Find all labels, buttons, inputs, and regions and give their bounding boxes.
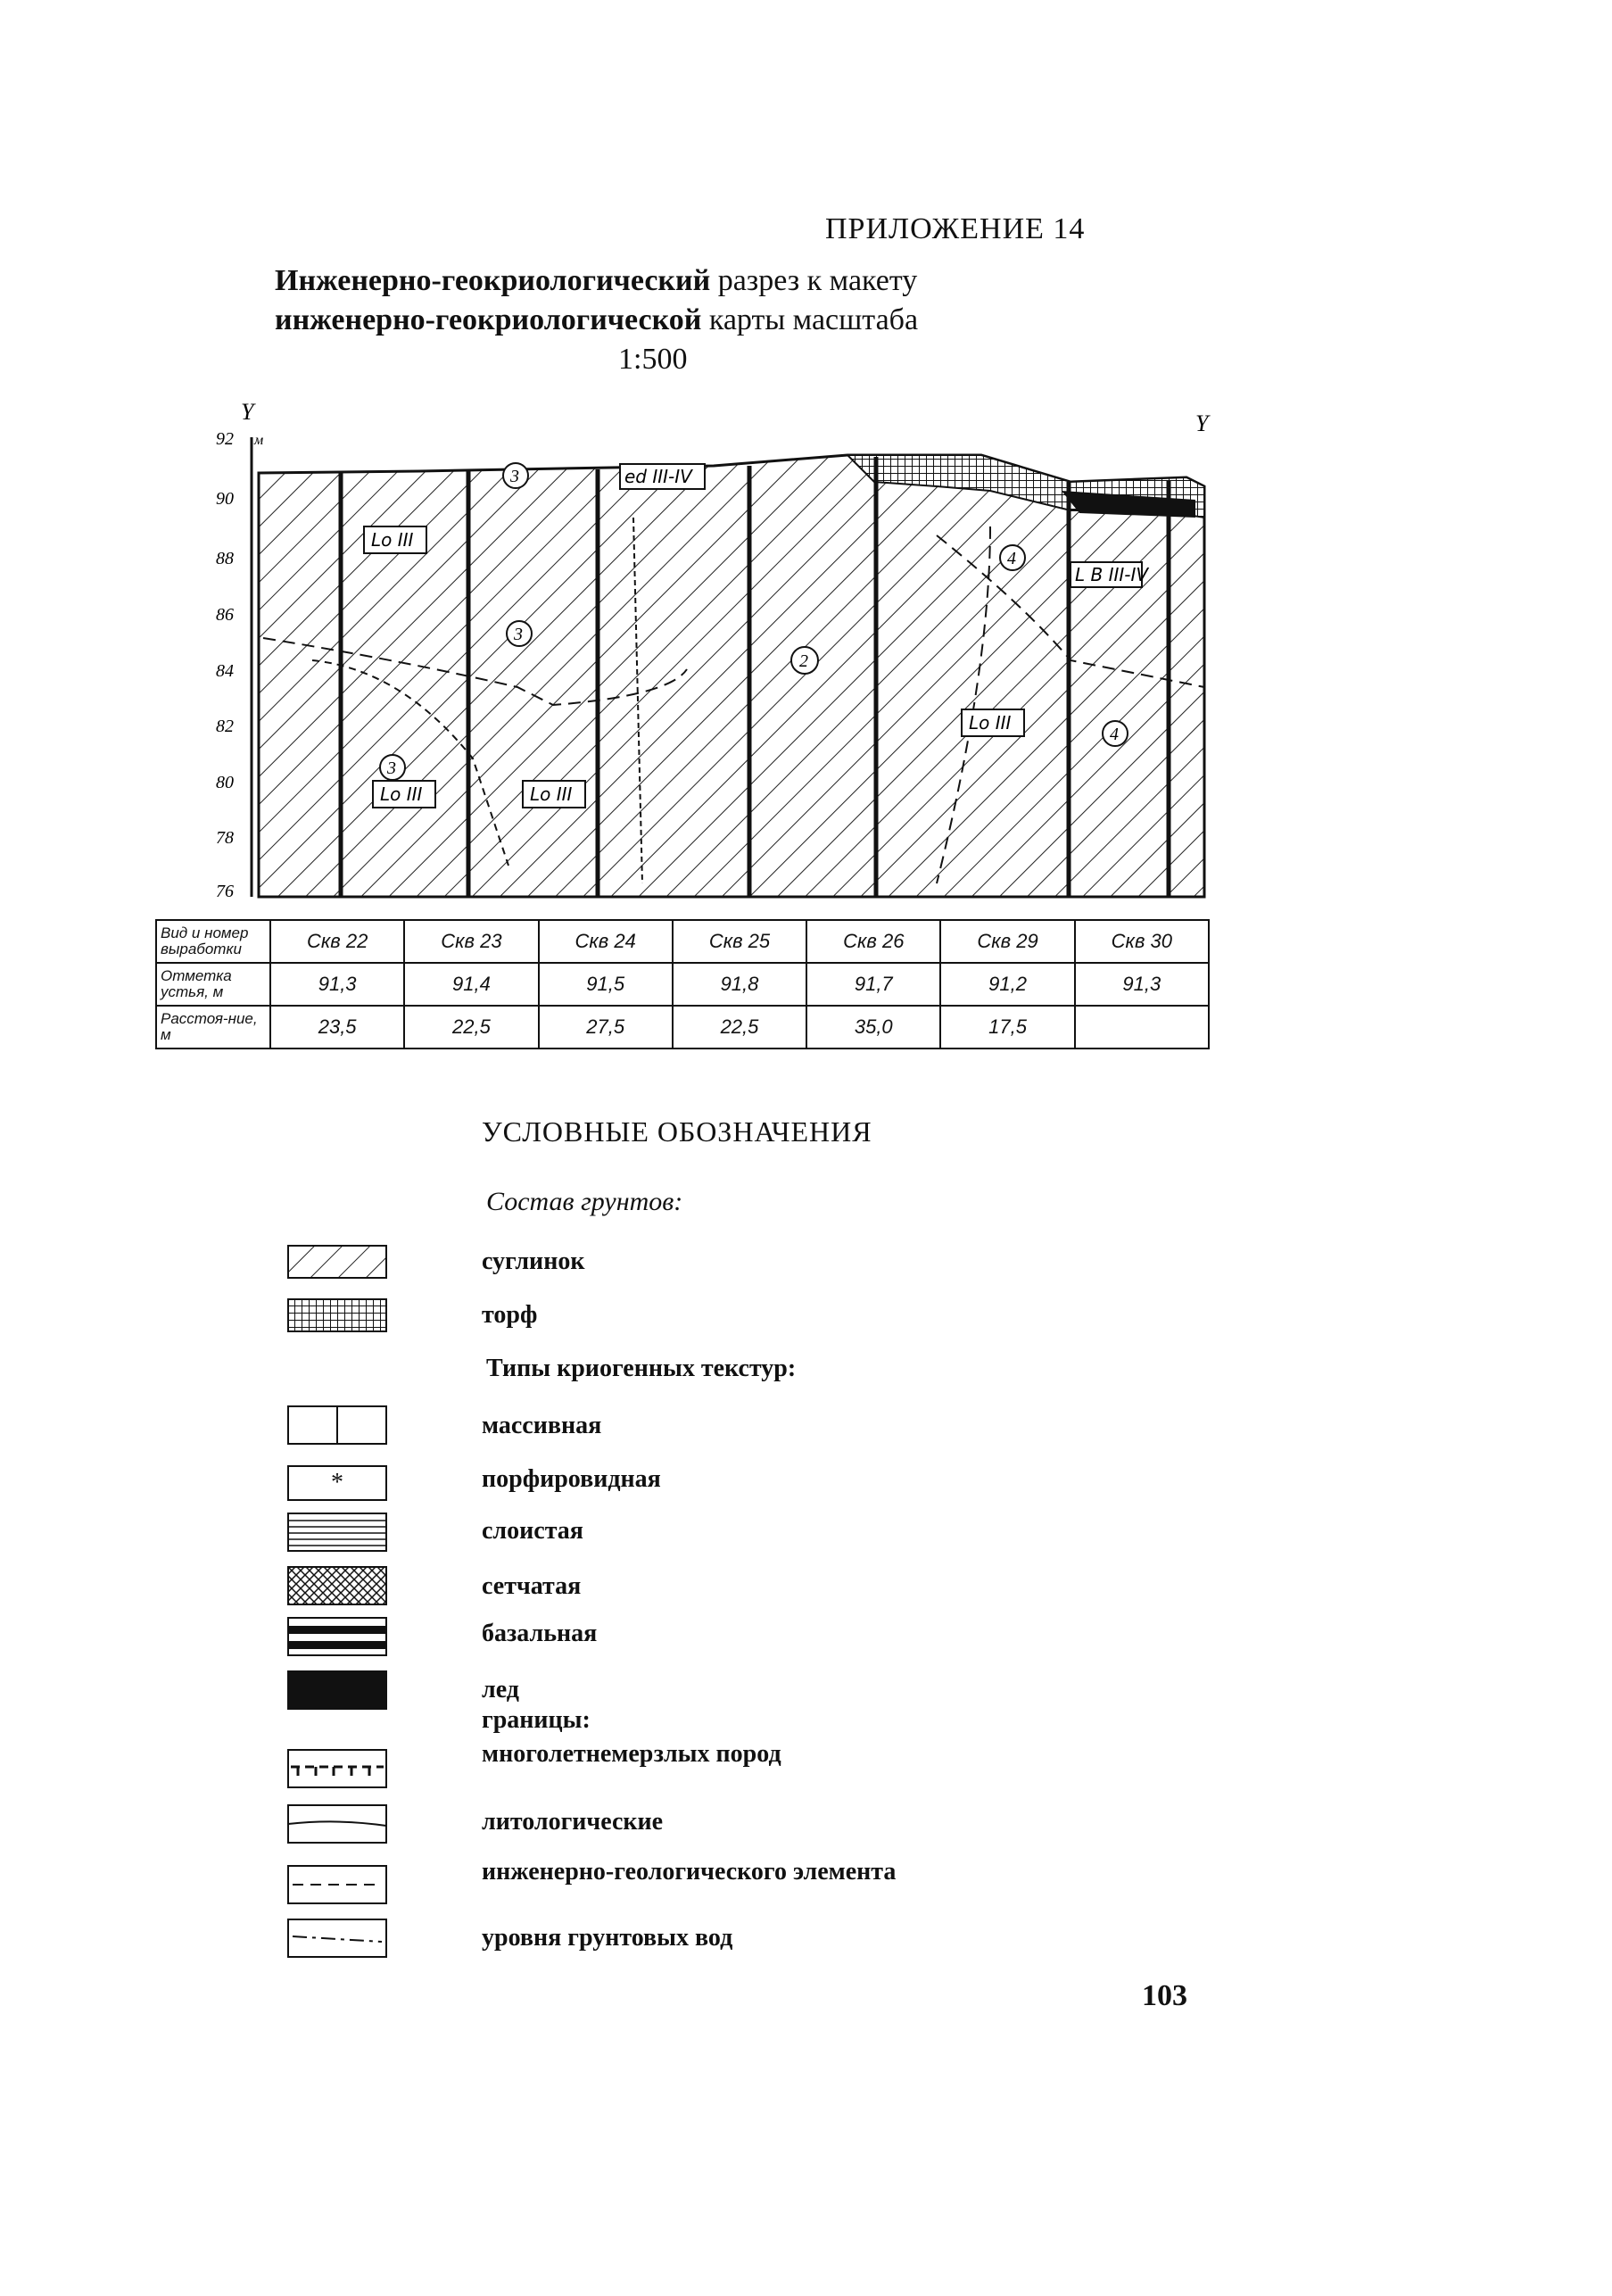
- svg-text:3: 3: [510, 467, 519, 486]
- legend-litho: литологические: [482, 1808, 664, 1836]
- layered-swatch: [287, 1513, 387, 1552]
- basal-swatch: [287, 1617, 387, 1656]
- table-cell: 22,5: [404, 1006, 538, 1049]
- table-row: [156, 963, 1209, 1006]
- svg-text:Lo III: Lo III: [380, 783, 423, 805]
- svg-text:ed III-IV: ed III-IV: [624, 466, 692, 487]
- legend-porphyry: порфировидная: [482, 1465, 661, 1493]
- legend-layered: слоистая: [482, 1517, 583, 1545]
- legend-basal: базальная: [482, 1620, 598, 1647]
- svg-text:82: 82: [216, 717, 234, 736]
- table-cell: [1075, 1006, 1209, 1049]
- reticulate-swatch: [287, 1566, 387, 1605]
- litho-bound-swatch: [287, 1804, 387, 1844]
- table-cell: Скв 30: [1075, 920, 1209, 963]
- legend-massive: массивная: [482, 1412, 602, 1439]
- ice-swatch: [287, 1670, 387, 1710]
- table-cell: 91,7: [806, 963, 940, 1006]
- porphyry-swatch: *: [287, 1465, 387, 1501]
- table-cell: 91,4: [404, 963, 538, 1006]
- legend-peat: торф: [482, 1301, 538, 1329]
- legend-loam: суглинок: [482, 1247, 585, 1275]
- loam-swatch: [287, 1245, 387, 1279]
- loam-body: [259, 455, 1204, 897]
- table-cell: Скв 22: [270, 920, 404, 963]
- title-line2-rest: карты масштаба: [701, 303, 919, 336]
- svg-text:L B III-IV: L B III-IV: [1075, 564, 1149, 585]
- legend-ice: лед: [482, 1676, 519, 1703]
- table-cell: Скв 26: [806, 920, 940, 963]
- legend-groundwater: уровня грунтовых вод: [482, 1924, 733, 1952]
- table-cell: Скв 23: [404, 920, 538, 963]
- title-line1-rest: разрез к макету: [710, 264, 918, 297]
- table-row: [156, 1006, 1209, 1049]
- svg-text:86: 86: [216, 605, 234, 625]
- table-cell: 91,8: [673, 963, 806, 1006]
- table-cell: 35,0: [806, 1006, 940, 1049]
- table-cell: Скв 25: [673, 920, 806, 963]
- elev-unit: м: [254, 433, 264, 448]
- permafrost-bound-swatch: [287, 1749, 387, 1788]
- svg-text:78: 78: [216, 828, 234, 848]
- geocryological-section: [134, 402, 1231, 919]
- section-table: [155, 919, 1210, 1049]
- table-cell: 27,5: [539, 1006, 673, 1049]
- svg-text:90: 90: [216, 489, 234, 509]
- title-line1-bold: Инженерно-геокриологический: [275, 264, 711, 297]
- svg-text:3: 3: [387, 758, 396, 778]
- right-marker: Y: [1195, 410, 1209, 436]
- legend-permafrost: многолетнемерзлых пород: [482, 1740, 781, 1768]
- svg-text:80: 80: [216, 773, 234, 792]
- left-marker: Y: [241, 402, 254, 425]
- elevation-ticks: [216, 429, 234, 901]
- table-cell: Скв 29: [940, 920, 1074, 963]
- table-row: [156, 920, 1209, 963]
- page-number: 103: [1142, 1979, 1187, 2012]
- groundwater-bound-swatch: [287, 1919, 387, 1958]
- legend-texture-header: Типы криогенных текстур:: [486, 1355, 797, 1382]
- table-cell: 22,5: [673, 1006, 806, 1049]
- legend-reticulate: сетчатая: [482, 1572, 582, 1600]
- svg-text:84: 84: [216, 661, 234, 681]
- peat-swatch: [287, 1298, 387, 1332]
- massive-swatch: [287, 1405, 387, 1445]
- svg-text:2: 2: [799, 651, 808, 671]
- svg-text:92: 92: [216, 429, 234, 449]
- table-cell: 23,5: [270, 1006, 404, 1049]
- svg-text:4: 4: [1007, 549, 1016, 568]
- table-cell: Скв 24: [539, 920, 673, 963]
- svg-text:Lo III: Lo III: [530, 783, 573, 805]
- appendix-label: ПРИЛОЖЕНИЕ 14: [825, 212, 1086, 245]
- legend-element: инженерно-геологического элемента: [482, 1858, 897, 1886]
- table-cell: 91,3: [1075, 963, 1209, 1006]
- title-line2-bold: инженерно-геокриологической: [275, 303, 702, 336]
- page-title: [275, 261, 1167, 379]
- table-cell: 91,2: [940, 963, 1074, 1006]
- row-label: Вид и номер выработки: [156, 920, 270, 963]
- legend-bounds-header: границы:: [482, 1706, 591, 1734]
- row-label: Отметка устья, м: [156, 963, 270, 1006]
- svg-text:76: 76: [216, 882, 234, 901]
- row-label: Расстоя-ние, м: [156, 1006, 270, 1049]
- element-bound-swatch: [287, 1865, 387, 1904]
- title-scale: 1:500: [618, 343, 688, 376]
- table-cell: 91,3: [270, 963, 404, 1006]
- svg-text:4: 4: [1110, 725, 1119, 744]
- svg-text:88: 88: [216, 549, 234, 568]
- legend-soil-header: Состав грунтов:: [486, 1187, 683, 1216]
- svg-text:Lo III: Lo III: [371, 529, 414, 551]
- legend-title: УСЛОВНЫЕ ОБОЗНАЧЕНИЯ: [482, 1115, 872, 1148]
- svg-text:Lo III: Lo III: [969, 712, 1012, 734]
- table-cell: 91,5: [539, 963, 673, 1006]
- svg-text:3: 3: [514, 625, 523, 644]
- table-cell: 17,5: [940, 1006, 1074, 1049]
